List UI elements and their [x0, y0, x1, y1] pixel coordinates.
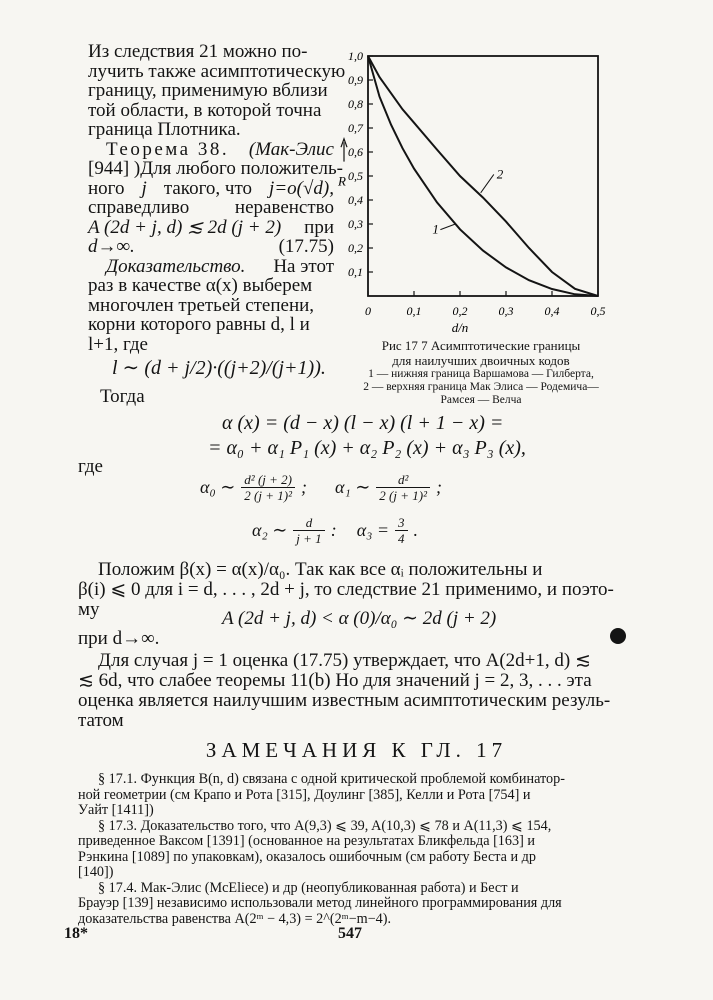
alpha2-label: α₂ ∼ [252, 520, 288, 540]
theorem-source: (Мак-Элис [248, 138, 334, 160]
proof-text-1: На этот [273, 255, 334, 277]
x-tick-label: 0,4 [544, 304, 560, 318]
alpha2-den: j + 1 [296, 531, 322, 546]
note-line-5: приведенное Ваксом [1391] (основанное на результатах Бликфельда [163] и [78, 833, 535, 849]
x-tick-label: 0,1 [406, 304, 422, 318]
theorem-text-2b: такого, что [163, 177, 253, 199]
eq1-line2: = α₀ + α₁ P₁ (x) + α₂ P₂ (x) + α₃ P₃ (x), [208, 437, 526, 459]
curve-label-1: 1 [432, 221, 439, 237]
curve-leader-1 [440, 224, 455, 230]
signature-mark: 18* [64, 925, 88, 942]
alpha1-frac [376, 472, 430, 503]
series-line-2 [368, 56, 598, 296]
theorem-var-j: j [141, 177, 147, 199]
alpha3-end: . [413, 520, 419, 540]
semicolon-1: ; [301, 477, 307, 497]
where-word: где [78, 456, 103, 477]
bounds-chart [336, 30, 626, 340]
proof-line-2: раз в качестве α(x) выберем [88, 275, 313, 296]
para1-line-2: β(i) ⩽ 0 для i = d, . . . , 2d + j, то следствие 21 применимо, и поэто- [78, 579, 614, 600]
y-tick-label: 0,9 [348, 73, 363, 87]
theorem-line-2 [88, 158, 344, 179]
note-line-6: Рэнкина [1089] по упаковкам), оказалось ошибочным (см работу Беста и др [78, 848, 536, 865]
caption-sub: для наилучших двоичных кодов [392, 353, 570, 368]
then-word: Тогда [100, 386, 145, 407]
colon: : [330, 520, 337, 540]
l-formula: l ∼ (d + j/2)·((j+2)/(j+1)). [112, 357, 326, 379]
y-tick-label: 0,7 [348, 121, 363, 135]
intro-line-3: границу, применимую вблизи [88, 80, 328, 101]
caption-legend-1: 1 — нижняя граница Варшамова — Гилберта, [368, 368, 594, 380]
alpha-row-1 [200, 472, 442, 503]
theorem-line-6 [88, 237, 334, 257]
y-tick-label: 1,0 [348, 49, 363, 63]
theorem-ineq: A (2d + j, d) ≲ 2d (j + 2) [88, 216, 282, 238]
note-line-4: § 17.3. Доказательство того, что A(9,3) ⩽ 39, A(10,3) ⩽ 78 и A(11,3) ⩽ 154, [98, 817, 552, 834]
theorem-text-1: Для любого положитель- [140, 158, 344, 179]
theorem-text-3a: справедливо [88, 197, 190, 218]
y-tick-label: 0,1 [348, 265, 363, 279]
alpha1-den: 2 (j + 1)² [379, 488, 427, 503]
y-tick-label: 0,4 [348, 193, 363, 207]
plot-frame [368, 56, 598, 296]
theorem-line-5 [88, 218, 334, 238]
para2-line-3: оценка является наилучшим известным асимптотическим резуль- [78, 690, 611, 711]
page-number: 547 [338, 925, 362, 942]
x-tick-label: 0,3 [498, 304, 514, 318]
note-line-9: Брауэр [139] независимо использовали метод линейного программирования для [78, 895, 562, 911]
caption-legend-2: 2 — верхняя граница Мак Элиса — Родемича— [363, 381, 599, 393]
x-tick-label: 0 [365, 304, 371, 318]
x-tick-label: 0,2 [452, 304, 468, 318]
alpha0-label: α₀ ∼ [200, 477, 236, 497]
alpha1-label: α₁ ∼ [335, 477, 371, 497]
intro-line-5: граница Плотника. [88, 119, 241, 140]
caption-title: Рис 17 7 Асимптотические границы [381, 338, 581, 353]
proof-label: Доказательство. [106, 255, 246, 277]
eq-number: (17.75) [278, 236, 334, 257]
note-line-7: [140]) [78, 864, 114, 880]
y-axis-label: R [338, 173, 346, 189]
theorem-text-3b: неравенство [234, 197, 334, 218]
theorem-text-2a: ного [88, 177, 125, 199]
intro-line-2: лучить также асимптотическую [88, 60, 346, 82]
alpha0-den: 2 (j + 1)² [244, 488, 292, 503]
note-line-1: § 17.1. Функция B(n, d) связана с одной критической проблемой комбинатор- [98, 771, 565, 787]
alpha3-label: α₃ = [356, 520, 390, 540]
intro-line-1: Из следствия 21 можно по- [88, 41, 308, 62]
semicolon-2: ; [436, 477, 442, 497]
theorem-ref: [944] ) [88, 158, 141, 179]
curve-leader-2 [481, 174, 494, 192]
alpha3-den: 4 [398, 531, 405, 546]
series-line-1 [368, 56, 598, 296]
alpha-row-2 [252, 515, 418, 546]
paragraph-2 [78, 651, 623, 731]
theorem-limit: d→∞. [88, 236, 135, 257]
para2-line-1: Для случая j = 1 оценка (17.75) утверждает, что A(2d+1, d) ≲ [98, 650, 591, 671]
note-line-10: доказательства равенства A(2ᵐ − 4,3) = 2^(2ᵐ−m−4). [78, 910, 392, 927]
note-line-2: ной геометрии (см Крапо и Рота [315], Доулинг [385], Келли и Рота [754] и [78, 786, 531, 803]
alpha1-num: d² [376, 472, 430, 488]
when-d: при d→∞. [78, 628, 160, 649]
end-of-proof-icon [610, 628, 626, 644]
x-axis-label: d/n [451, 320, 469, 335]
proof-line-5: l+1, где [88, 333, 148, 355]
para2-line-2: ≲ 6d, что слабее теоремы 11(b) Но для значений j = 2, 3, . . . эта [78, 670, 592, 691]
para1-line-1: Положим β(x) = α(x)/α₀. Так как все αᵢ положительны и [98, 559, 543, 580]
proof-line-3: многочлен третьей степени, [88, 294, 315, 316]
theorem-label: Теорема 38. [106, 138, 230, 160]
theorem-line-4 [88, 198, 334, 218]
alpha2-num: d [293, 515, 324, 531]
note-line-8: § 17.4. Мак-Элис (McEliece) и др (неопубликованная работа) и Бест и [98, 879, 519, 896]
y-tick-label: 0,3 [348, 217, 363, 231]
y-tick-label: 0,5 [348, 169, 363, 183]
alpha3-frac [395, 515, 408, 546]
caption-legend-3: Рамсея — Велча [440, 394, 522, 406]
theorem-when: при [304, 216, 334, 238]
note-line-3: Уайт [1411]) [78, 802, 154, 818]
proof-line-1 [88, 257, 334, 277]
notes-list [78, 772, 622, 927]
alpha3-num: 3 [395, 515, 408, 531]
proof-line-4: корни которого равны d, l и [88, 314, 310, 335]
curve-label-2: 2 [496, 166, 504, 182]
alpha0-frac [241, 472, 295, 503]
para1-line-3: му [78, 599, 100, 620]
notes-heading: ЗАМЕЧАНИЯ К ГЛ. 17 [205, 738, 508, 762]
y-tick-label: 0,8 [348, 97, 363, 111]
x-tick-label: 0,5 [590, 304, 606, 318]
alpha2-frac [293, 515, 324, 546]
left-column [88, 41, 346, 355]
y-tick-label: 0,6 [348, 145, 363, 159]
alpha0-num: d² (j + 2) [241, 472, 295, 488]
intro-line-4: той области, в которой точна [88, 99, 322, 121]
figure-caption [336, 338, 626, 407]
theorem-cond: j=o(√d), [269, 177, 334, 199]
eq1-line1: α (x) = (d − x) (l − x) (l + 1 − x) = [222, 412, 504, 434]
theorem-line-1 [88, 140, 334, 160]
theorem-line-3 [88, 179, 334, 199]
eq2: A (2d + j, d) < α (0)/α₀ ∼ 2d (j + 2) [222, 608, 497, 629]
y-tick-label: 0,2 [348, 241, 363, 255]
para2-line-4: татом [78, 710, 124, 731]
